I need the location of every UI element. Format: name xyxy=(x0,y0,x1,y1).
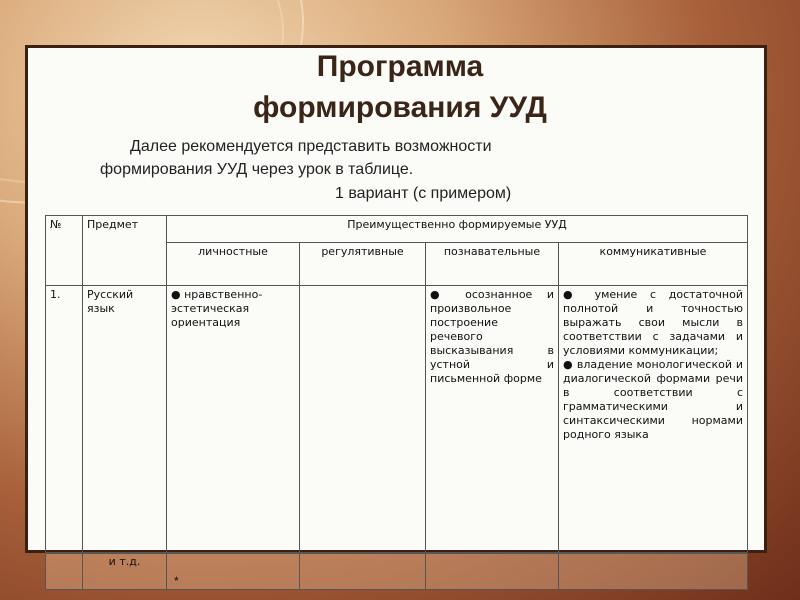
header-personal: личностные xyxy=(167,243,300,286)
row1-personal: ● нравственно-эстетическая ориентация xyxy=(167,286,300,553)
row1-communicative-item2: ● владение монологической и диалогической формами речи в соответствии с грамматическими и синтаксическими нормами родного языка xyxy=(563,358,743,441)
intro-line3: 1 вариант (с примером) xyxy=(335,185,512,202)
row1-communicative-item1: ● умение с достаточной полнотой и точностью выражать свои мысли в соответствии с задачами и условиями коммуникации; xyxy=(563,288,743,357)
footnote-mark: * xyxy=(174,574,179,588)
row2-number xyxy=(46,553,83,590)
table-header-row xyxy=(46,216,748,243)
row1-communicative xyxy=(559,286,748,553)
header-uud-group: Преимущественно формируемые УУД xyxy=(167,216,748,243)
row2-subject: и т.д. xyxy=(83,553,167,590)
row2-communicative xyxy=(559,553,748,590)
intro-line1: Далее рекомендуется представить возможности xyxy=(130,138,492,155)
header-regulative: регулятивные xyxy=(300,243,426,286)
slide-title-line2: формирования УУД xyxy=(253,91,547,124)
header-communicative: коммуникативные xyxy=(559,243,748,286)
header-subject: Предмет xyxy=(83,216,167,286)
row1-regulative xyxy=(300,286,426,553)
table-row xyxy=(46,286,748,553)
row1-subject: Русский язык xyxy=(83,286,167,553)
row2-cognitive xyxy=(426,553,559,590)
intro-line2: формирования УУД через урок в таблице. xyxy=(100,161,414,178)
row2-regulative xyxy=(300,553,426,590)
row1-cognitive: ● осознанное и произвольное построение речевого высказывания в устной и письменной форме xyxy=(426,286,559,553)
slide-title-line1: Программа xyxy=(316,50,484,83)
uud-table xyxy=(45,215,748,590)
row2-personal xyxy=(167,553,300,590)
header-number: № xyxy=(46,216,83,286)
header-cognitive: познавательные xyxy=(426,243,559,286)
row1-number: 1. xyxy=(46,286,83,553)
table-row xyxy=(46,553,748,590)
